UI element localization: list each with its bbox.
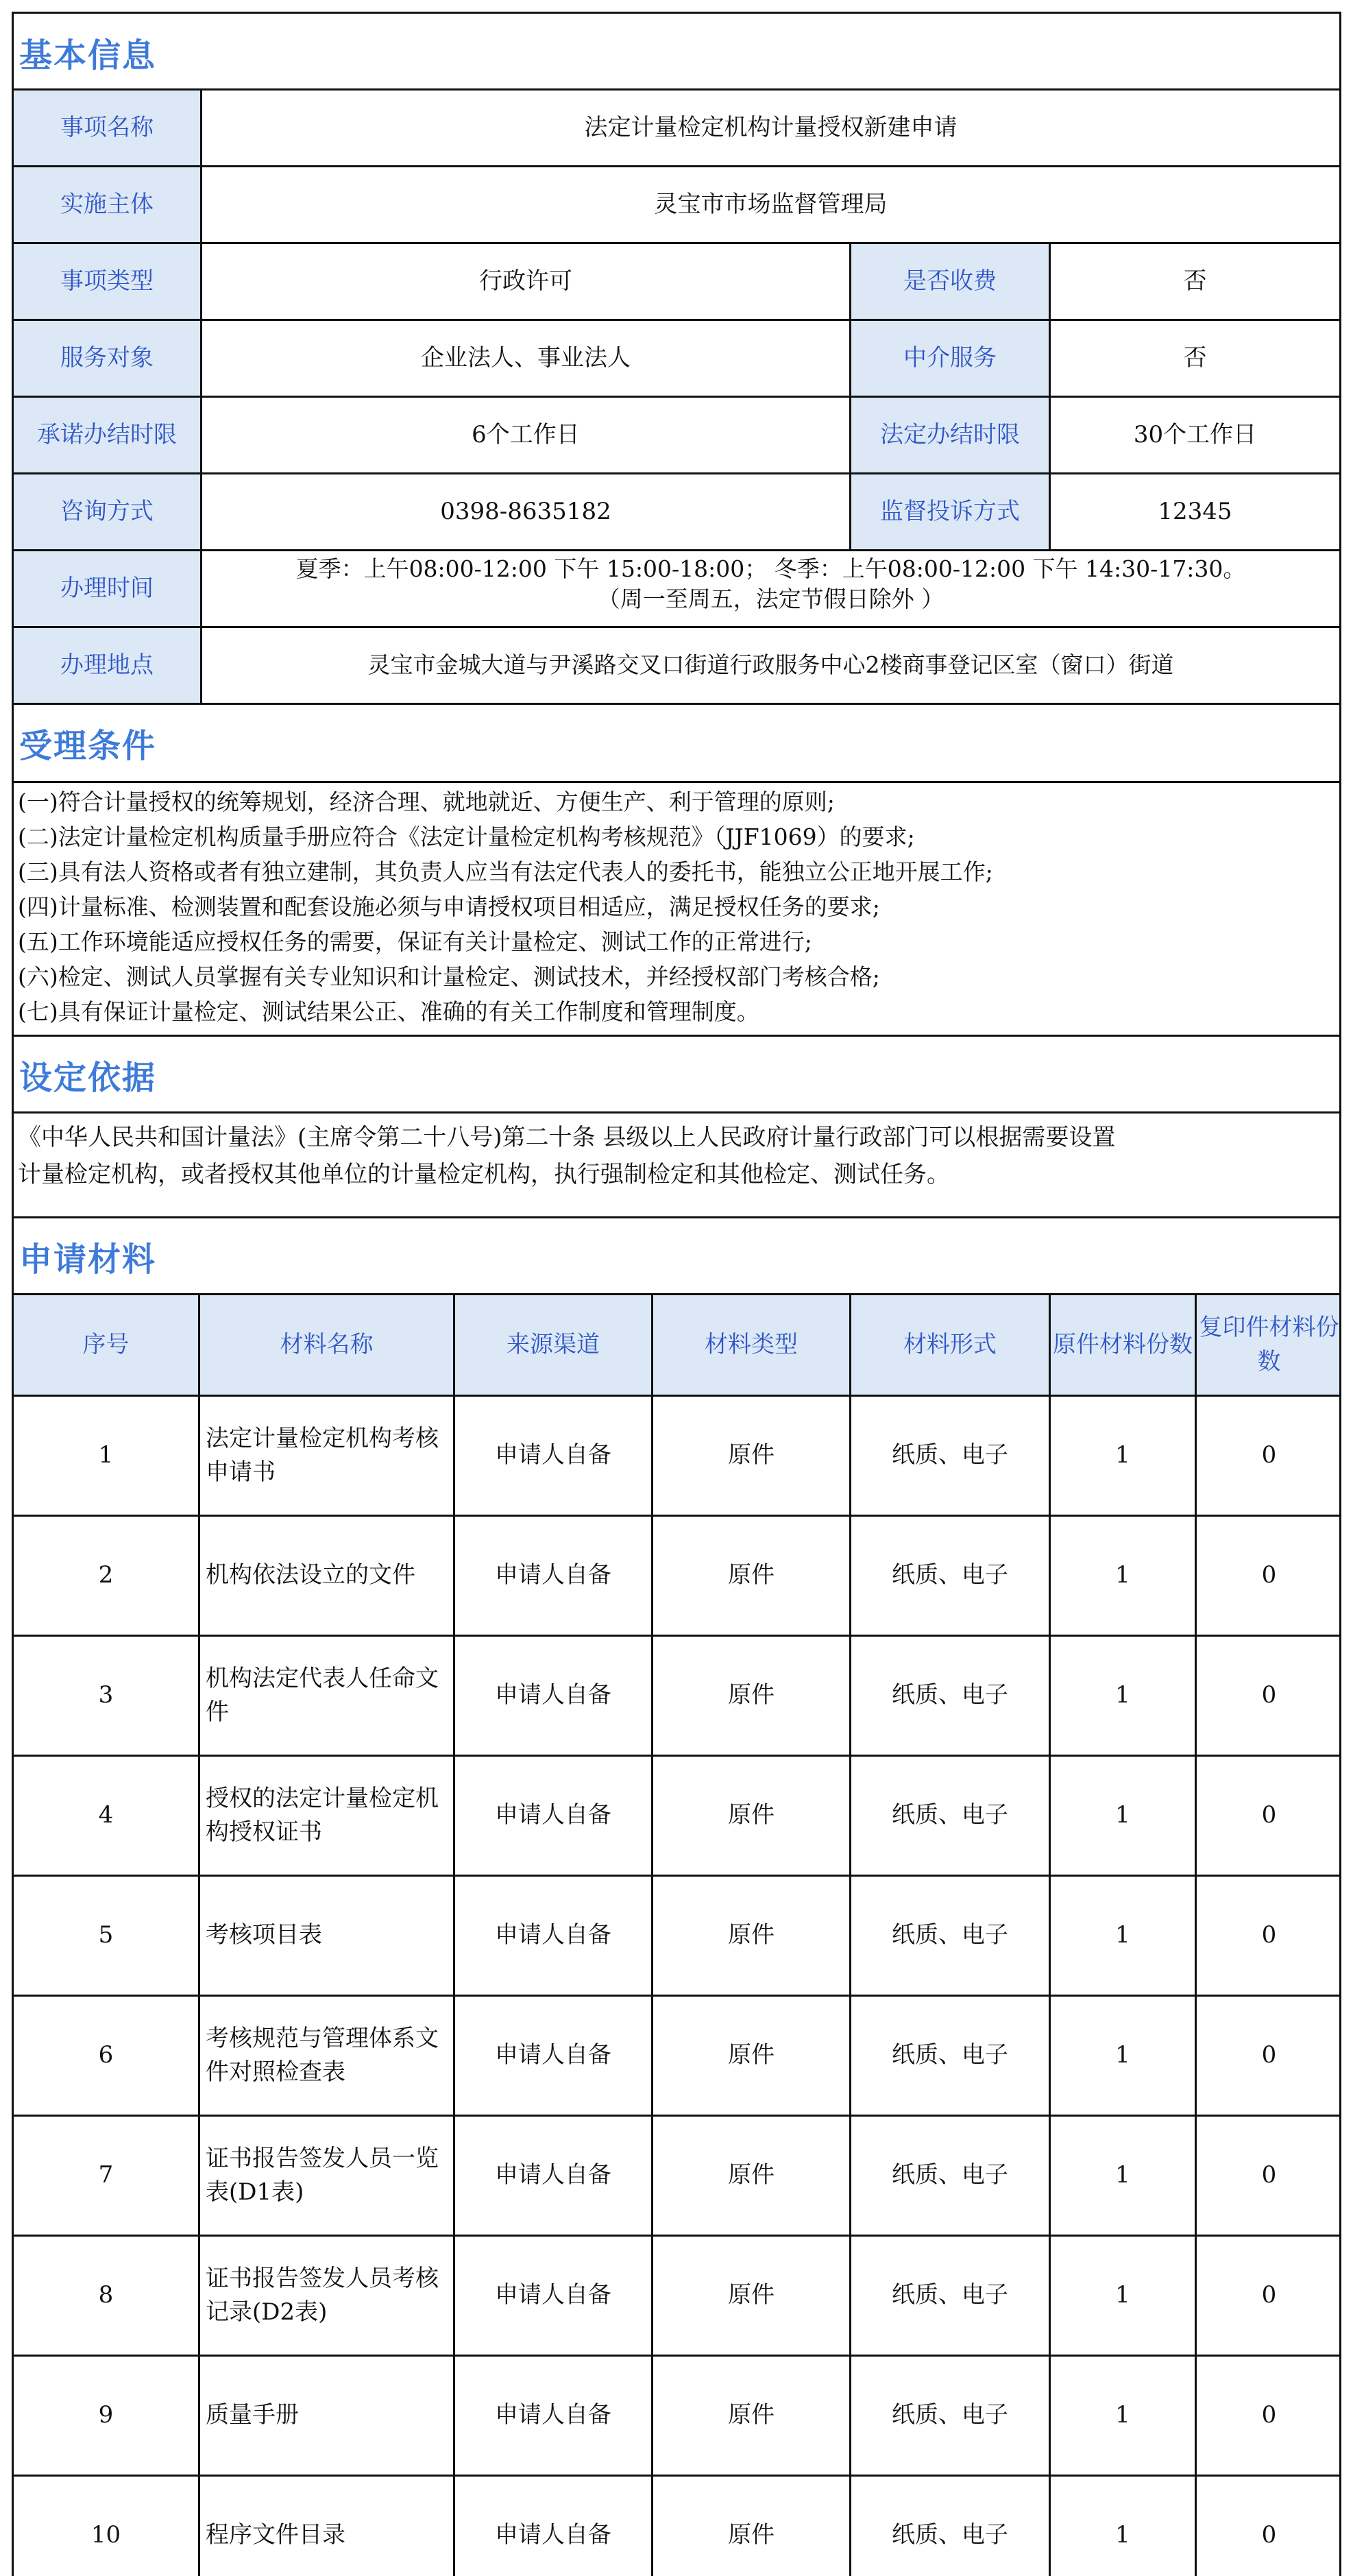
table-cell-col-orig-count: 1 [1115, 1921, 1130, 1949]
section-title-conditions: 受理条件 [19, 726, 157, 765]
condition-item: (六)检定、测试人员掌握有关专业知识和计量检定、测试技术，并经授权部门考核合格; [18, 963, 880, 990]
divider [14, 1111, 1339, 1114]
table-cell-col-orig-count: 1 [1115, 2401, 1130, 2429]
table-cell-col-copy-count: 0 [1261, 1681, 1277, 1709]
column-divider [651, 1295, 653, 2576]
table-cell-col-no: 7 [98, 2161, 114, 2189]
table-cell-col-source: 申请人自备 [495, 2041, 611, 2069]
table-cell-col-orig-count: 1 [1115, 2521, 1130, 2549]
section-title-basic-info: 基本信息 [19, 36, 157, 75]
table-cell-col-orig-count: 1 [1115, 1561, 1130, 1589]
table-cell-col-name: 证书报告签发人员考核记录(D2表) [206, 2264, 439, 2326]
table-cell-col-name: 考核规范与管理体系文件对照检查表 [206, 2024, 439, 2086]
table-cell-col-name: 授权的法定计量检定机构授权证书 [206, 1784, 439, 1846]
divider [14, 1216, 1339, 1218]
condition-item: (五)工作环境能适应授权任务的需要，保证有关计量检定、测试工作的正常进行; [18, 928, 812, 955]
column-divider [198, 1295, 200, 2576]
table-cell-col-copy-count: 0 [1261, 2161, 1277, 2189]
basis-text [18, 1119, 1332, 1193]
table-cell-col-no: 5 [98, 1921, 114, 1949]
table-cell-col-type: 原件 [728, 1441, 775, 1469]
table-cell-col-name: 考核项目表 [206, 1921, 322, 1949]
table-cell-col-source: 申请人自备 [495, 2401, 611, 2429]
label-consult: 咨询方式 [14, 474, 200, 549]
value-intermediary: 否 [1183, 344, 1207, 372]
table-cell-col-copy-count: 0 [1261, 1561, 1277, 1589]
table-header-col-name: 材料名称 [200, 1295, 453, 1395]
column-divider [453, 1295, 455, 2576]
table-cell-col-type: 原件 [728, 2401, 775, 2429]
table-header-col-form: 材料形式 [851, 1295, 1049, 1395]
table-cell-col-type: 原件 [728, 1921, 775, 1949]
divider [14, 781, 1339, 783]
column-divider [1195, 1295, 1197, 2576]
table-cell-col-no: 8 [98, 2281, 114, 2309]
table-cell-col-no: 10 [90, 2521, 121, 2549]
document-frame [12, 12, 1341, 2576]
condition-item: (二)法定计量检定机构质量手册应符合《法定计量检定机构考核规范》（JJF1069）的要求; [18, 823, 915, 850]
divider [849, 244, 851, 551]
label-promised-limit: 承诺办结时限 [14, 398, 200, 472]
conditions-list [18, 784, 1332, 1029]
table-cell-col-copy-count: 0 [1261, 2281, 1277, 2309]
value-consult: 0398-8635182 [440, 497, 611, 525]
section-title-basis: 设定依据 [19, 1058, 157, 1097]
table-cell-col-source: 申请人自备 [495, 1441, 611, 1469]
label-intermediary: 中介服务 [851, 321, 1049, 396]
table-cell-col-copy-count: 0 [1261, 2521, 1277, 2549]
hours-line-1: 夏季：上午08:00-12:00 下午 15:00-18:00； 冬季：上午08:00-12:00 下午 14:30-17:30。 [295, 555, 1246, 582]
table-header-col-copy-count: 复印件材料份数 [1197, 1295, 1341, 1395]
divider [1049, 244, 1051, 551]
divider [14, 703, 1339, 705]
table-cell-col-source: 申请人自备 [495, 2281, 611, 2309]
table-cell-col-copy-count: 0 [1261, 1441, 1277, 1469]
column-divider [1049, 1295, 1051, 2576]
table-cell-col-form: 纸质、电子 [892, 1681, 1008, 1709]
condition-item: (三)具有法人资格或者有独立建制，其负责人应当有法定代表人的委托书，能独立公正地开展工作; [18, 858, 993, 885]
table-cell-col-form: 纸质、电子 [892, 2401, 1008, 2429]
table-cell-col-form: 纸质、电子 [892, 2041, 1008, 2069]
table-cell-col-source: 申请人自备 [495, 2161, 611, 2189]
table-cell-col-form: 纸质、电子 [892, 1801, 1008, 1829]
table-cell-col-no: 4 [98, 1801, 114, 1829]
table-cell-col-orig-count: 1 [1115, 2281, 1130, 2309]
table-cell-col-copy-count: 0 [1261, 1801, 1277, 1829]
label-implementer: 实施主体 [14, 167, 200, 242]
label-item-name: 事项名称 [14, 91, 200, 165]
table-cell-col-no: 6 [98, 2041, 114, 2069]
value-item-name: 法定计量检定机构计量授权新建申请 [584, 113, 958, 141]
table-cell-col-copy-count: 0 [1261, 1921, 1277, 1949]
value-location: 灵宝市金城大道与尹溪路交叉口街道行政服务中心2楼商事登记区室（窗口）街道 [367, 651, 1174, 679]
table-cell-col-form: 纸质、电子 [892, 2521, 1008, 2549]
condition-item: (四)计量标准、检测装置和配套设施必须与申请授权项目相适应，满足授权任务的要求; [18, 893, 880, 920]
divider [200, 91, 202, 705]
condition-item: (七)具有保证计量检定、测试结果公正、准确的有关工作制度和管理制度。 [18, 998, 759, 1025]
table-cell-col-name: 机构依法设立的文件 [206, 1561, 415, 1589]
table-cell-col-orig-count: 1 [1115, 1801, 1130, 1829]
table-cell-col-orig-count: 1 [1115, 2041, 1130, 2069]
value-promised-limit: 6个工作日 [472, 420, 580, 448]
table-cell-col-source: 申请人自备 [495, 1921, 611, 1949]
table-cell-col-form: 纸质、电子 [892, 1561, 1008, 1589]
table-cell-col-no: 1 [98, 1441, 114, 1469]
basis-line-2: 计量检定机构，或者授权其他单位的计量检定机构，执行强制检定和其他检定、测试任务。 [18, 1161, 950, 1188]
table-cell-col-name: 证书报告签发人员一览表(D1表) [206, 2144, 439, 2206]
label-complaint: 监督投诉方式 [851, 474, 1049, 549]
table-cell-col-form: 纸质、电子 [892, 2281, 1008, 2309]
table-cell-col-copy-count: 0 [1261, 2041, 1277, 2069]
condition-item: (一)符合计量授权的统筹规划，经济合理、就地就近、方便生产、利于管理的原则; [18, 789, 835, 815]
section-title-materials: 申请材料 [19, 1240, 157, 1279]
value-item-type: 行政许可 [479, 267, 572, 295]
table-cell-col-form: 纸质、电子 [892, 1441, 1008, 1469]
table-cell-col-name: 程序文件目录 [206, 2521, 345, 2549]
table-cell-col-type: 原件 [728, 2041, 775, 2069]
value-charge: 否 [1183, 267, 1207, 295]
table-cell-col-type: 原件 [728, 1801, 775, 1829]
table-cell-col-type: 原件 [728, 2281, 775, 2309]
table-cell-col-type: 原件 [728, 1561, 775, 1589]
table-cell-col-source: 申请人自备 [495, 2521, 611, 2549]
table-cell-col-orig-count: 1 [1115, 1441, 1130, 1469]
table-header-col-no: 序号 [14, 1295, 198, 1395]
table-cell-col-name: 机构法定代表人任命文件 [206, 1664, 439, 1726]
table-cell-col-form: 纸质、电子 [892, 2161, 1008, 2189]
table-cell-col-no: 2 [98, 1561, 114, 1589]
value-implementer: 灵宝市市场监督管理局 [654, 190, 888, 218]
table-cell-col-type: 原件 [728, 2161, 775, 2189]
table-cell-col-name: 法定计量检定机构考核申请书 [206, 1424, 439, 1486]
table-cell-col-no: 9 [98, 2401, 114, 2429]
value-hours [202, 551, 1339, 629]
label-hours: 办理时间 [14, 551, 200, 626]
table-cell-col-no: 3 [98, 1681, 114, 1709]
label-service-target: 服务对象 [14, 321, 200, 396]
value-complaint: 12345 [1158, 497, 1232, 525]
table-cell-col-type: 原件 [728, 1681, 775, 1709]
table-header-col-type: 材料类型 [653, 1295, 849, 1395]
basis-line-1: 《中华人民共和国计量法》(主席令第二十八号)第二十条 县级以上人民政府计量行政部门可以根据需要设置 [18, 1124, 1116, 1151]
table-cell-col-form: 纸质、电子 [892, 1921, 1008, 1949]
hours-line-2: （周一至周五，法定节假日除外 ） [597, 586, 944, 612]
table-cell-col-copy-count: 0 [1261, 2401, 1277, 2429]
table-header-col-orig-count: 原件材料份数 [1051, 1295, 1195, 1395]
label-location: 办理地点 [14, 628, 200, 703]
label-charge: 是否收费 [851, 244, 1049, 319]
label-item-type: 事项类型 [14, 244, 200, 319]
label-legal-limit: 法定办结时限 [851, 398, 1049, 472]
table-header-col-source: 来源渠道 [455, 1295, 651, 1395]
table-cell-col-source: 申请人自备 [495, 1561, 611, 1589]
table-cell-col-orig-count: 1 [1115, 1681, 1130, 1709]
table-cell-col-source: 申请人自备 [495, 1801, 611, 1829]
table-cell-col-orig-count: 1 [1115, 2161, 1130, 2189]
column-divider [849, 1295, 851, 2576]
table-cell-col-name: 质量手册 [206, 2401, 299, 2429]
table-cell-col-type: 原件 [728, 2521, 775, 2549]
divider [14, 1035, 1339, 1037]
value-legal-limit: 30个工作日 [1133, 420, 1257, 448]
table-cell-col-source: 申请人自备 [495, 1681, 611, 1709]
value-service-target: 企业法人、事业法人 [421, 344, 631, 372]
